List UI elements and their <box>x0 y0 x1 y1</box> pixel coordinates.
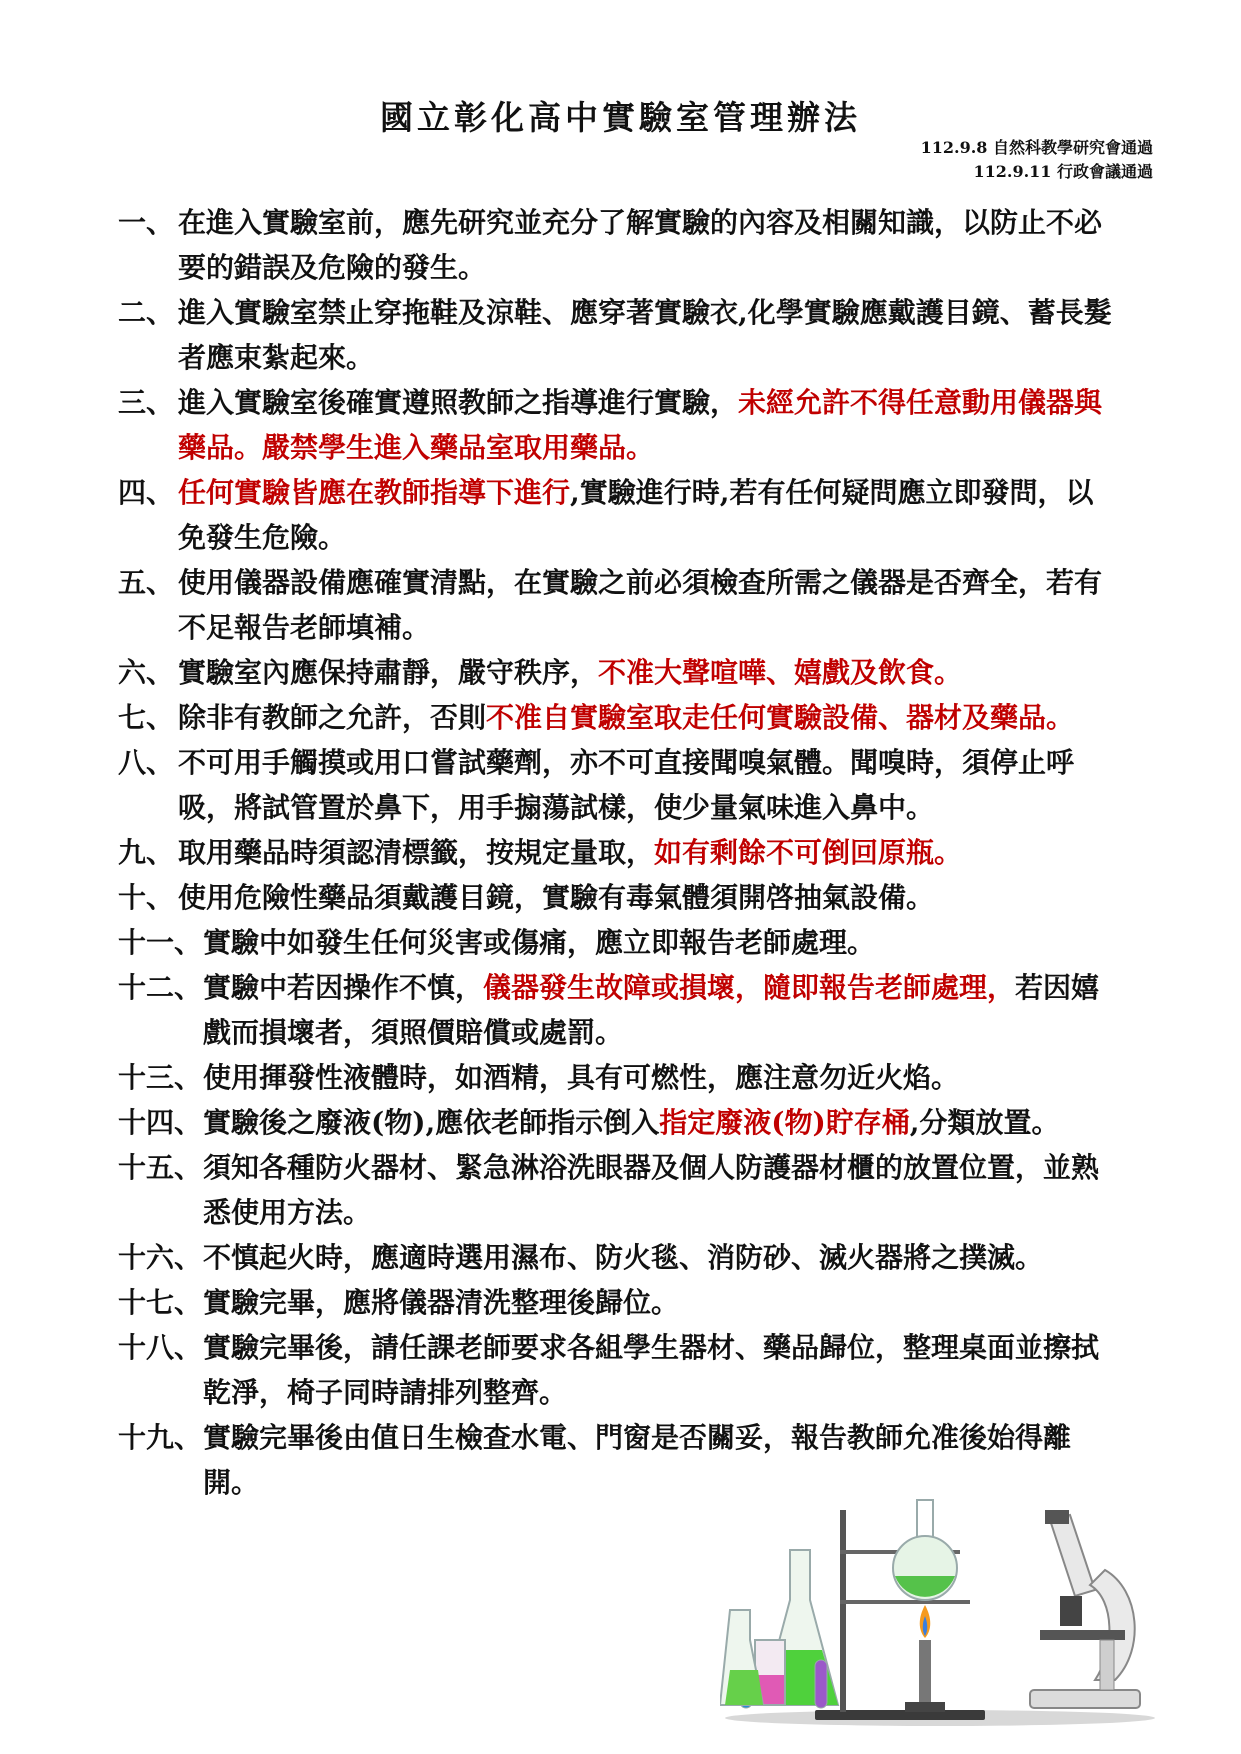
rule-item <box>118 380 1118 470</box>
rule-text <box>203 1325 1118 1415</box>
rule-text-segment: 在進入實驗室前，應先研究並充分了解實驗的內容及相關知識，以防止不必要的錯誤及危險的發生。 <box>178 206 1103 284</box>
rule-item <box>118 1100 1118 1145</box>
rule-text-segment: 實驗完畢後由值日生檢查水電、門窗是否關妥，報告教師允准後始得離開。 <box>203 1421 1072 1499</box>
rule-text <box>178 290 1118 380</box>
rule-item <box>118 200 1118 290</box>
rule-item <box>118 1325 1118 1415</box>
rule-text-highlight: 如有剩餘不可倒回原瓶。 <box>654 836 963 869</box>
rule-item <box>118 695 1118 740</box>
rule-number: 八、 <box>118 746 175 779</box>
rule-text <box>203 920 1118 965</box>
rule-text-segment: 實驗室內應保持肅靜，嚴守秩序， <box>178 656 599 689</box>
approval-note-1: 112.9.8 自然科教學研究會通過 <box>920 138 1153 157</box>
rule-text <box>178 200 1118 290</box>
rule-text <box>178 740 1118 830</box>
rule-text <box>178 830 1118 875</box>
rule-item <box>118 1145 1118 1235</box>
rule-text <box>178 560 1118 650</box>
rule-item <box>118 965 1118 1055</box>
rule-text <box>203 1100 1118 1145</box>
rule-text <box>203 1280 1118 1325</box>
rule-text-segment: 使用危險性藥品須戴護目鏡，實驗有毒氣體須開啓抽氣設備。 <box>178 881 935 914</box>
rule-text-segment: 實驗後之廢液(物),應依老師指示倒入 <box>203 1106 660 1139</box>
rule-item <box>118 470 1118 560</box>
rule-number: 五、 <box>118 566 175 599</box>
rule-item <box>118 740 1118 830</box>
rule-number: 四、 <box>118 476 175 509</box>
rule-item <box>118 560 1118 650</box>
rule-text-segment: ,分類放置。 <box>909 1106 1060 1139</box>
rule-number: 十二、 <box>118 971 203 1004</box>
rules-list <box>118 200 1118 1505</box>
rule-text-segment: 實驗中如發生任何災害或傷痛，應立即報告老師處理。 <box>203 926 876 959</box>
rule-item <box>118 1235 1118 1280</box>
rule-text <box>203 1235 1118 1280</box>
rule-text-segment: ,實驗進行時,若有任何疑問應立即發問，以免發生危險。 <box>178 476 1094 554</box>
rule-text-segment: 進入實驗室禁止穿拖鞋及涼鞋、應穿著實驗衣,化學實驗應戴護目鏡、蓄長髮者應束紮起來。 <box>178 296 1112 374</box>
rule-text-segment: 若因嬉戲而損壞者，須照價賠償或處罰。 <box>203 971 1100 1049</box>
rule-text-segment: 實驗中若因操作不慎， <box>203 971 484 1004</box>
rule-item <box>118 1280 1118 1325</box>
rule-text-segment: 須知各種防火器材、緊急淋浴洗眼器及個人防護器材櫃的放置位置，並熟悉使用方法。 <box>203 1151 1100 1229</box>
rule-number: 九、 <box>118 836 175 869</box>
rule-text-highlight: 未經允許不得任意動用儀器與藥品。嚴禁學生進入藥品室取用藥品。 <box>178 386 1103 464</box>
rule-text-segment: 除非有教師之允許，否則 <box>178 701 487 734</box>
rule-text <box>203 965 1118 1055</box>
rule-item <box>118 650 1118 695</box>
rule-text <box>178 650 1118 695</box>
rule-text-highlight: 不准自實驗室取走任何實驗設備、器材及藥品。 <box>486 701 1075 734</box>
rule-number: 十一、 <box>118 926 203 959</box>
rule-text-highlight: 不准大聲喧嘩、嬉戲及飲食。 <box>598 656 963 689</box>
rule-item <box>118 1055 1118 1100</box>
rule-number: 三、 <box>118 386 175 419</box>
rule-item <box>118 875 1118 920</box>
rule-text-segment: 實驗完畢，應將儀器清洗整理後歸位。 <box>203 1286 680 1319</box>
rule-number: 十六、 <box>118 1241 203 1274</box>
rule-text-segment: 使用揮發性液體時，如酒精，具有可燃性，應注意勿近火焰。 <box>203 1061 960 1094</box>
rule-text <box>178 695 1118 740</box>
rule-number: 十九、 <box>118 1421 203 1454</box>
rule-number: 十四、 <box>118 1106 203 1139</box>
approval-notes <box>921 136 1153 184</box>
rule-number: 十、 <box>118 881 175 914</box>
rule-text-segment: 不可用手觸摸或用口嘗試藥劑，亦不可直接聞嗅氣體。聞嗅時，須停止呼吸，將試管置於鼻下，用手搧蕩試樣，使少量氣味進入鼻中。 <box>178 746 1075 824</box>
rule-text <box>178 875 1118 920</box>
rule-number: 二、 <box>118 296 175 329</box>
rule-number: 十三、 <box>118 1061 203 1094</box>
rule-text-highlight: 指定廢液(物)貯存桶 <box>659 1106 910 1139</box>
rule-text-highlight: 任何實驗皆應在教師指導下進行 <box>178 476 571 509</box>
rule-number: 十七、 <box>118 1286 203 1319</box>
rule-number: 七、 <box>118 701 175 734</box>
rule-text-segment: 進入實驗室後確實遵照教師之指導進行實驗， <box>178 386 739 419</box>
rule-number: 一、 <box>118 206 175 239</box>
rule-text <box>203 1055 1118 1100</box>
rule-text <box>203 1145 1118 1235</box>
rule-number: 十八、 <box>118 1331 203 1364</box>
rule-text-segment: 不慎起火時，應適時選用濕布、防火毯、消防砂、滅火器將之撲滅。 <box>203 1241 1044 1274</box>
rule-text <box>178 470 1118 560</box>
rule-item <box>118 830 1118 875</box>
rule-text-segment: 取用藥品時須認清標籤，按規定量取， <box>178 836 655 869</box>
document-title: 國立彰化高中實驗室管理辦法 <box>380 98 861 137</box>
rule-text <box>178 380 1118 470</box>
approval-note-2: 112.9.11 行政會議通過 <box>973 162 1153 181</box>
rule-number: 六、 <box>118 656 175 689</box>
rule-text-highlight: 儀器發生故障或損壞，隨即報告老師處理， <box>483 971 1016 1004</box>
rule-item <box>118 290 1118 380</box>
rule-text-segment: 使用儀器設備應確實清點，在實驗之前必須檢查所需之儀器是否齊全，若有不足報告老師填補。 <box>178 566 1103 644</box>
rule-text-segment: 實驗完畢後，請任課老師要求各組學生器材、藥品歸位，整理桌面並擦拭乾淨，椅子同時請排列整齊。 <box>203 1331 1100 1409</box>
lab-equipment-illustration <box>720 1490 1160 1730</box>
rule-item <box>118 920 1118 965</box>
rule-number: 十五、 <box>118 1151 203 1184</box>
